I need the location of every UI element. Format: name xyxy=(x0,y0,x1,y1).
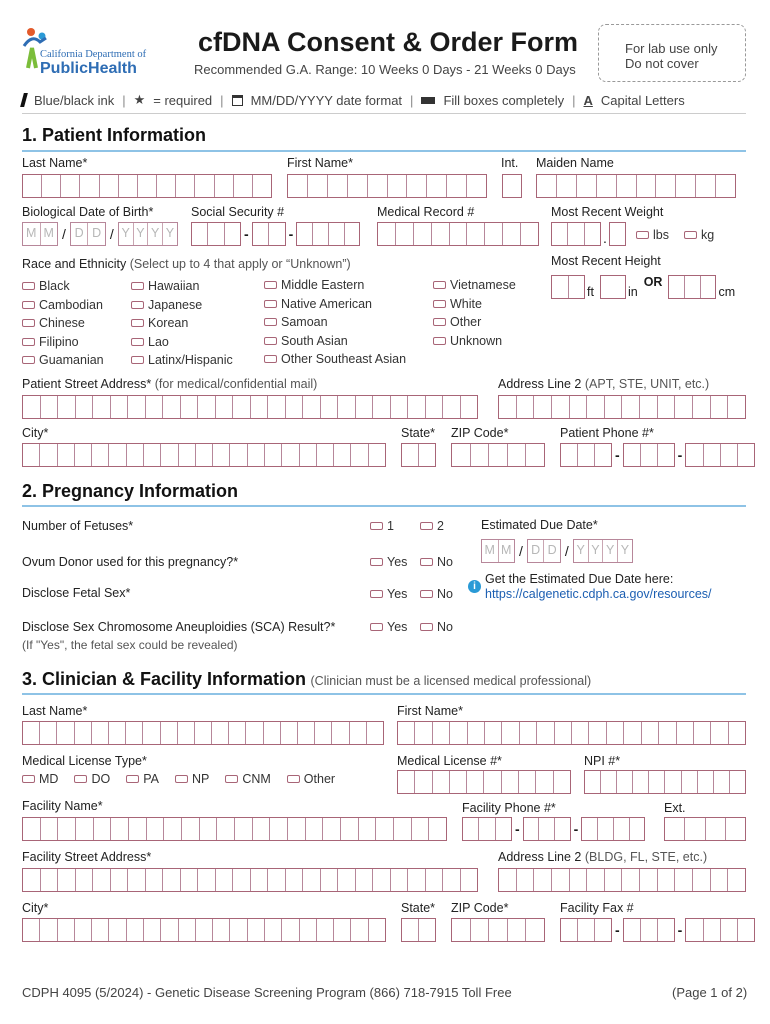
calendar-icon xyxy=(232,95,243,106)
race-option[interactable]: Latinx/Hispanic xyxy=(131,351,233,370)
license-do-option[interactable]: DO xyxy=(74,772,110,786)
patient-city-label: City* xyxy=(22,426,49,440)
instr-required: = required xyxy=(153,92,213,108)
ovum-donor-yes-option[interactable]: Yes xyxy=(370,555,407,569)
patient-state-label: State* xyxy=(401,426,436,440)
instr-date: MM/DD/YYYY date format xyxy=(250,92,403,108)
race-option[interactable]: Hawaiian xyxy=(131,277,233,296)
race-option[interactable]: Vietnamese xyxy=(433,276,516,295)
patient-first-name-label: First Name* xyxy=(287,156,353,170)
patient-street-label: Patient Street Address* (for medical/confidential mail) xyxy=(22,377,318,391)
patient-heading: 1. Patient Information xyxy=(22,125,207,145)
star-icon: ★ xyxy=(133,92,146,107)
kg-option[interactable]: kg xyxy=(684,228,714,242)
ga-range: Recommended G.A. Range: 10 Weeks 0 Days - 21 Weeks 0 Days xyxy=(194,62,576,77)
logo-dept-small: California Department of xyxy=(40,49,147,60)
race-column-4 xyxy=(433,276,516,350)
kg-checkbox[interactable] xyxy=(684,231,697,239)
facility-addr2-field[interactable] xyxy=(498,868,746,892)
facility-name-label: Facility Name* xyxy=(22,799,103,813)
logo-dept-big: PublicHealth xyxy=(40,60,137,77)
fetal-sex-label: Disclose Fetal Sex* xyxy=(22,586,131,600)
license-pa-option[interactable]: PA xyxy=(126,772,159,786)
race-column-2 xyxy=(131,277,233,370)
footer-page-number: (Page 1 of 2) xyxy=(672,985,748,1000)
clinician-first-label: First Name* xyxy=(397,704,463,718)
info-icon: i xyxy=(468,580,481,593)
initial-label: Int. xyxy=(501,156,519,170)
in-label: in xyxy=(627,285,638,299)
due-date-link[interactable]: https://calgenetic.cdph.ca.gov/resources/ xyxy=(485,587,712,601)
race-column-1 xyxy=(22,277,104,370)
race-option[interactable]: Chinese xyxy=(22,314,104,333)
clinician-last-label: Last Name* xyxy=(22,704,88,718)
race-option[interactable]: White xyxy=(433,295,516,314)
cdph-logo xyxy=(22,22,162,80)
fetuses-two-option[interactable]: 2 xyxy=(420,519,444,533)
height-field[interactable] xyxy=(551,275,735,299)
height-label: Most Recent Height xyxy=(551,254,661,268)
facility-city-label: City* xyxy=(22,901,49,915)
or-label: OR xyxy=(643,275,663,289)
patient-state-field[interactable] xyxy=(401,443,436,467)
facility-city-field[interactable] xyxy=(22,918,386,942)
fetal-sex-yes-option[interactable]: Yes xyxy=(370,587,407,601)
facility-zip-label: ZIP Code* xyxy=(451,901,509,915)
facility-zip-field[interactable] xyxy=(451,918,545,942)
facility-phone-label: Facility Phone #* xyxy=(462,801,556,815)
facility-state-field[interactable] xyxy=(401,918,436,942)
race-option[interactable]: Guamanian xyxy=(22,351,104,370)
ft-label: ft xyxy=(587,285,594,299)
race-option[interactable]: Samoan xyxy=(264,313,406,332)
weight-label: Most Recent Weight xyxy=(551,205,664,219)
race-option[interactable]: Other xyxy=(433,313,516,332)
lab-use-box xyxy=(598,24,746,82)
race-option[interactable]: Middle Eastern xyxy=(264,276,406,295)
due-date-label: Estimated Due Date* xyxy=(481,518,598,532)
patient-zip-field[interactable] xyxy=(451,443,545,467)
ext-field[interactable] xyxy=(664,817,746,841)
pen-icon xyxy=(20,93,28,107)
facility-addr2-label: Address Line 2 (BLDG, FL, STE, etc.) xyxy=(498,850,708,864)
patient-addr2-label: Address Line 2 (APT, STE, UNIT, etc.) xyxy=(498,377,710,391)
facility-street-field[interactable] xyxy=(22,868,478,892)
initial-field[interactable] xyxy=(502,174,522,198)
npi-field[interactable] xyxy=(584,770,746,794)
license-num-field[interactable] xyxy=(397,770,571,794)
dob-label: Biological Date of Birth* xyxy=(22,205,154,219)
patient-first-name-field[interactable] xyxy=(287,174,487,198)
race-option[interactable]: Cambodian xyxy=(22,296,104,315)
race-option[interactable]: Native American xyxy=(264,295,406,314)
dob-field[interactable]: M M / D D / Y Y Y Y xyxy=(22,222,178,246)
race-option[interactable]: Other Southeast Asian xyxy=(264,350,406,369)
ssn-label: Social Security # xyxy=(191,205,285,219)
patient-addr2-field[interactable] xyxy=(498,395,746,419)
sca-hint: (If "Yes", the fetal sex could be revealed) xyxy=(22,638,238,652)
license-md-option[interactable]: MD xyxy=(22,772,58,786)
instr-ink: Blue/black ink xyxy=(34,92,115,108)
patient-street-field[interactable] xyxy=(22,395,478,419)
patient-phone-label: Patient Phone #* xyxy=(560,426,654,440)
npi-label: NPI #* xyxy=(584,754,621,768)
facility-fax-field[interactable]: - - xyxy=(560,918,755,942)
race-option[interactable]: Japanese xyxy=(131,296,233,315)
clinician-last-field[interactable] xyxy=(22,721,384,745)
ovum-donor-no-option[interactable]: No xyxy=(420,555,453,569)
license-np-option[interactable]: NP xyxy=(175,772,209,786)
fetal-sex-no-option[interactable]: No xyxy=(420,587,453,601)
race-option[interactable]: Korean xyxy=(131,314,233,333)
lbs-checkbox[interactable] xyxy=(636,231,649,239)
sca-no-option[interactable]: No xyxy=(420,620,453,634)
facility-state-label: State* xyxy=(401,901,436,915)
license-type-label: Medical License Type* xyxy=(22,754,147,768)
license-num-label: Medical License #* xyxy=(397,754,502,768)
due-date-help: Get the Estimated Due Date here: xyxy=(485,572,674,586)
maiden-name-label: Maiden Name xyxy=(536,156,614,170)
race-option[interactable]: Filipino xyxy=(22,333,104,352)
fetuses-one-option[interactable]: 1 xyxy=(370,519,394,533)
sca-label: Disclose Sex Chromosome Aneuploidies (SCA) Result?* xyxy=(22,620,336,634)
facility-phone-field[interactable]: - - xyxy=(462,817,645,841)
race-label: Race and Ethnicity (Select up to 4 that apply or “Unknown”) xyxy=(22,257,351,271)
clinician-first-field[interactable] xyxy=(397,721,746,745)
page-title: cfDNA Consent & Order Form xyxy=(198,27,579,57)
facility-name-field[interactable] xyxy=(22,817,447,841)
lbs-option[interactable]: lbs xyxy=(636,228,669,242)
race-option[interactable]: Black xyxy=(22,277,104,296)
license-type-options xyxy=(22,772,335,786)
lab-use-line1: For lab use only xyxy=(625,41,718,56)
lab-use-line2: Do not cover xyxy=(625,56,699,71)
facility-fax-label: Facility Fax # xyxy=(560,901,634,915)
race-option[interactable]: Lao xyxy=(131,333,233,352)
sca-yes-option[interactable]: Yes xyxy=(370,620,407,634)
ovum-donor-label: Ovum Donor used for this pregnancy?* xyxy=(22,555,239,569)
caps-icon: A xyxy=(583,92,593,108)
instructions-bar: Blue/black ink | ★ = required | MM/DD/YYYY date format | Fill boxes completely | A Capital Letters xyxy=(22,90,746,110)
instr-caps: Capital Letters xyxy=(600,92,685,108)
cm-label: cm xyxy=(718,285,736,299)
race-option[interactable]: Unknown xyxy=(433,332,516,351)
license-other-option[interactable]: Other xyxy=(287,772,335,786)
maiden-name-field[interactable] xyxy=(536,174,736,198)
instr-fill: Fill boxes completely xyxy=(443,92,565,108)
filled-box-icon xyxy=(421,97,435,104)
mrn-field[interactable] xyxy=(377,222,539,246)
ext-label: Ext. xyxy=(664,801,686,815)
patient-zip-label: ZIP Code* xyxy=(451,426,509,440)
mrn-label: Medical Record # xyxy=(377,205,475,219)
due-date-field[interactable]: M M / D D / Y Y Y Y xyxy=(481,539,633,563)
patient-last-name-label: Last Name* xyxy=(22,156,88,170)
race-column-3 xyxy=(264,276,406,369)
weight-field[interactable]: . xyxy=(551,222,626,246)
patient-city-field[interactable] xyxy=(22,443,386,467)
footer-form-id: CDPH 4095 (5/2024) - Genetic Disease Screening Program (866) 718-7915 Toll Free xyxy=(22,985,512,1000)
patient-last-name-field[interactable] xyxy=(22,174,272,198)
license-cnm-option[interactable]: CNM xyxy=(225,772,270,786)
ssn-field[interactable]: - - xyxy=(191,222,360,246)
fetuses-label: Number of Fetuses* xyxy=(22,519,134,533)
pregnancy-heading: 2. Pregnancy Information xyxy=(22,481,239,501)
clinician-heading: 3. Clinician & Facility Information (Clinician must be a licensed medical professional) xyxy=(22,669,592,689)
facility-street-label: Facility Street Address* xyxy=(22,850,152,864)
race-option[interactable]: South Asian xyxy=(264,332,406,351)
patient-phone-field[interactable]: - - xyxy=(560,443,755,467)
